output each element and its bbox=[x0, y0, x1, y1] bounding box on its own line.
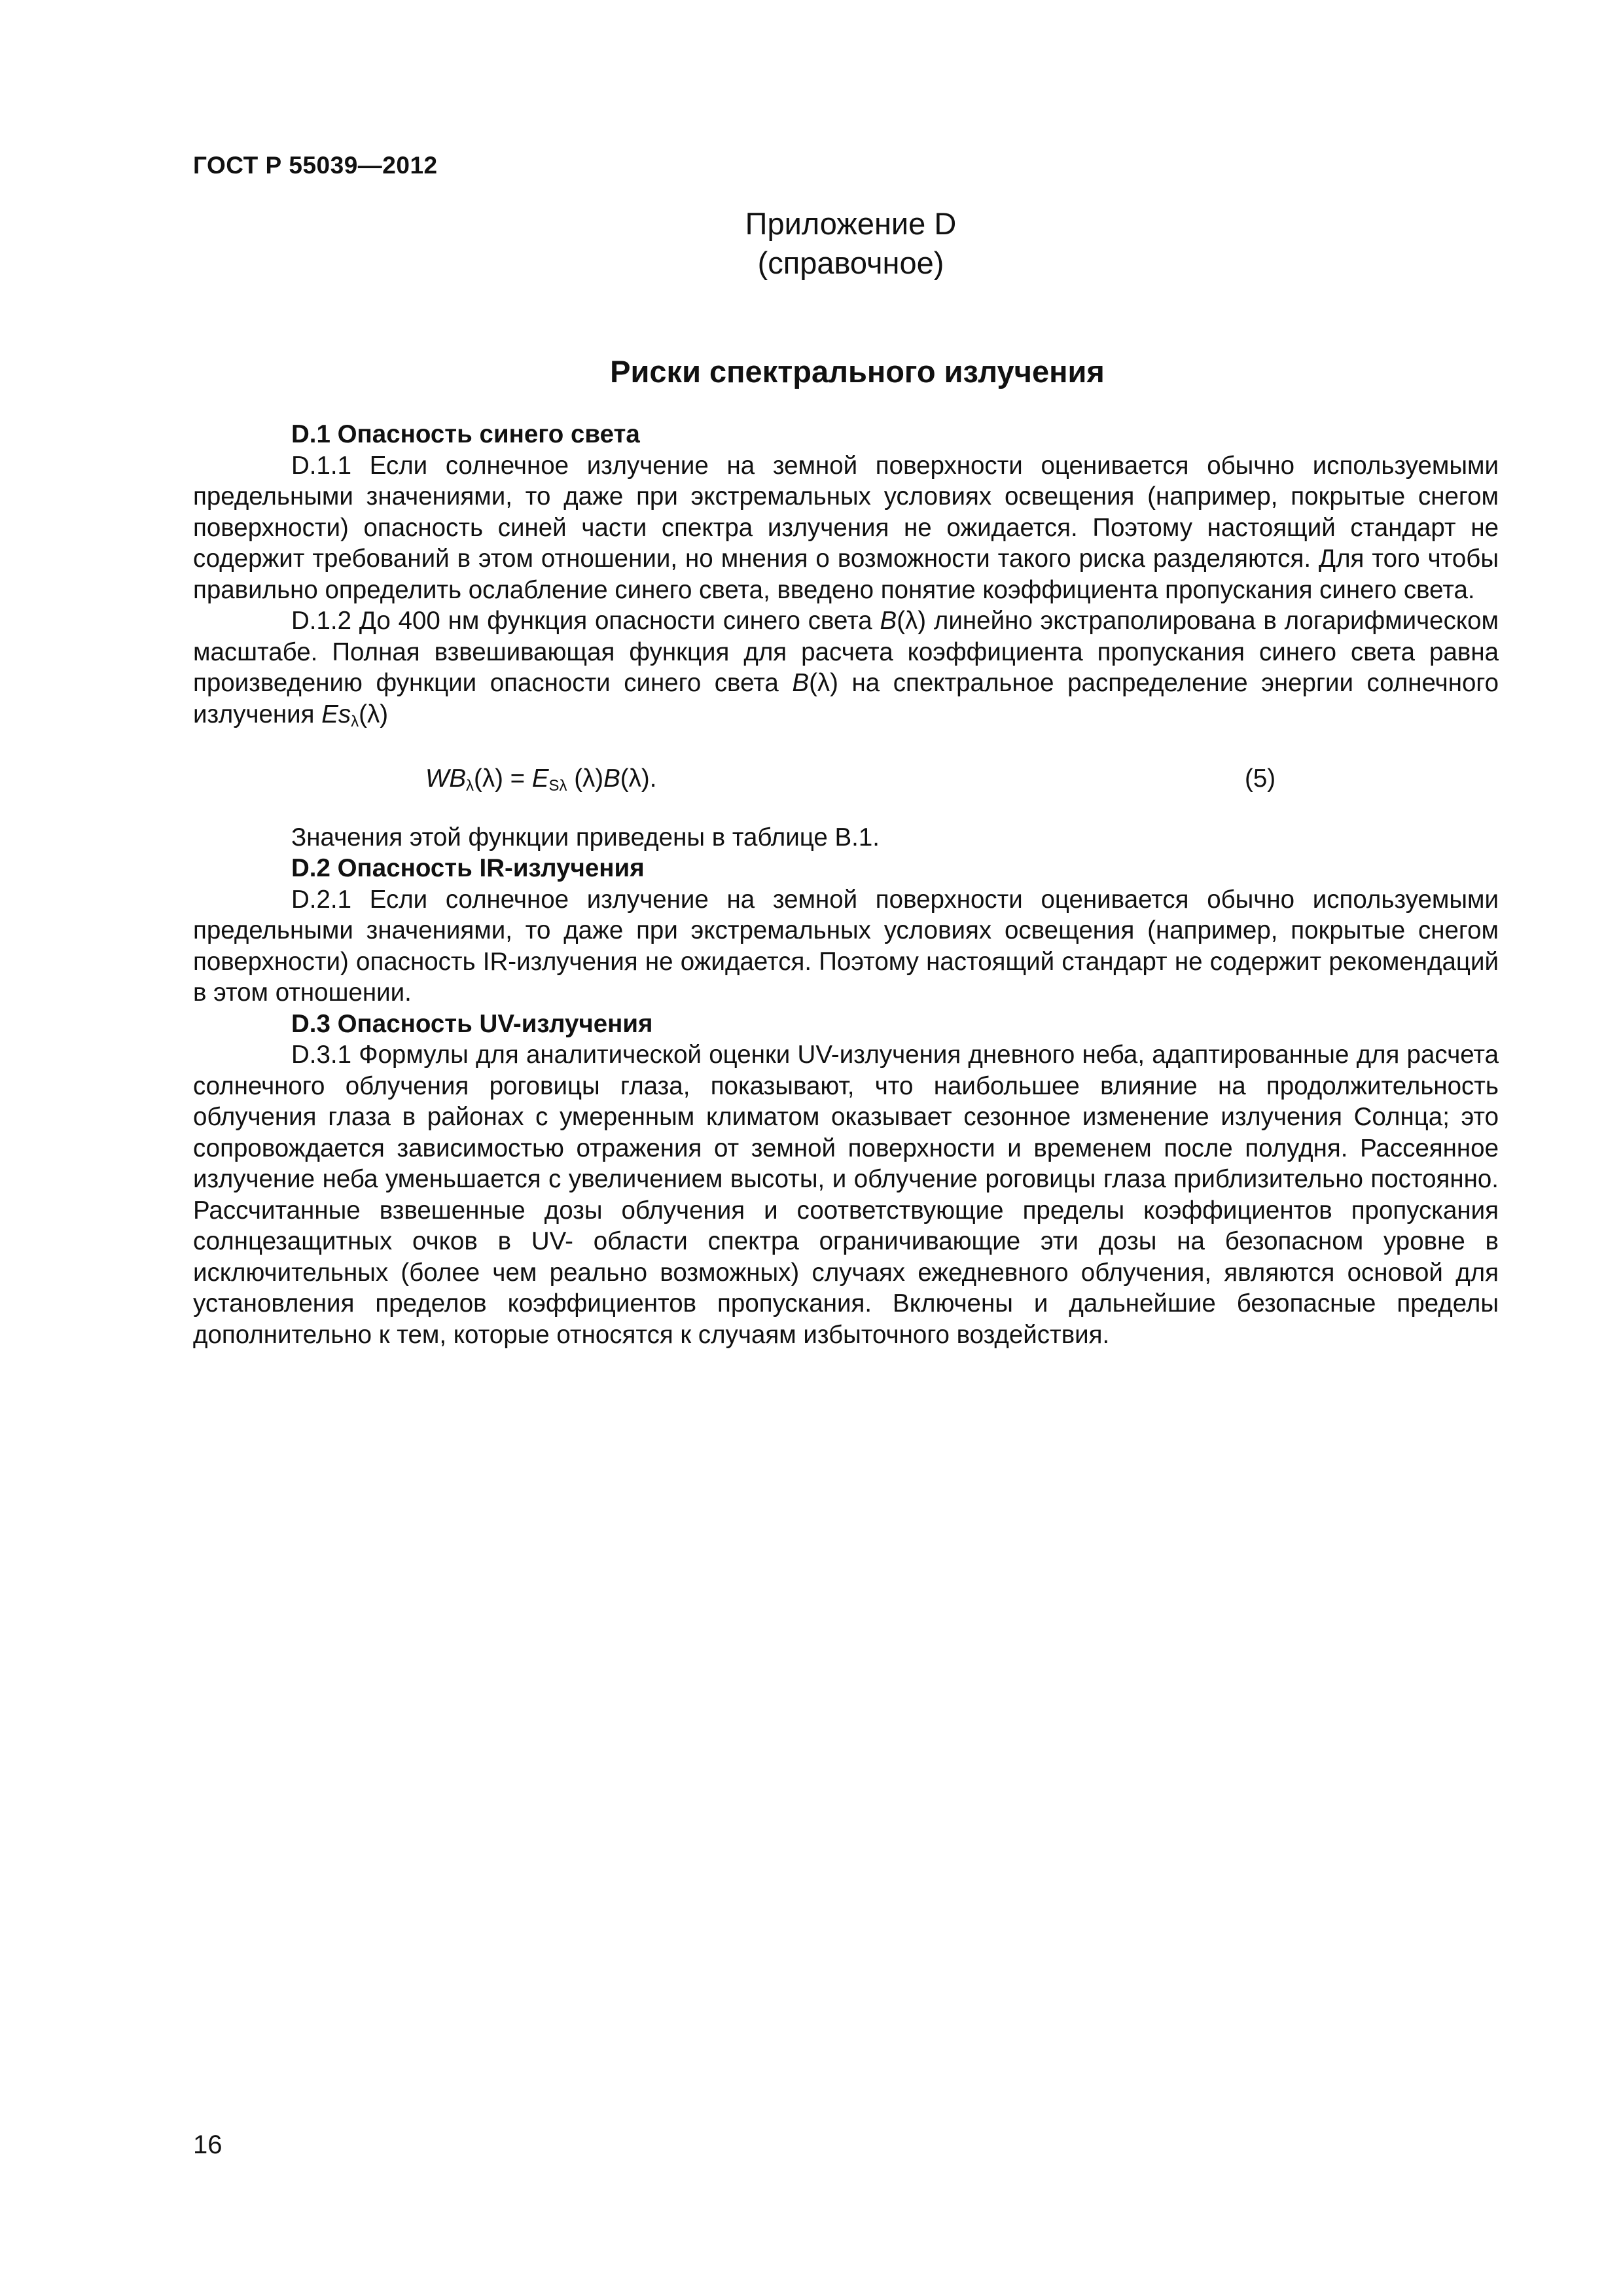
page-number: 16 bbox=[193, 2130, 223, 2159]
symbol-b-2: B bbox=[792, 669, 810, 697]
paragraph-d2-1: D.2.1 Если солнечное излучение на земной поверхности оценивается обычно используемыми предельными значениями, то даже при экстремальных условиях освещения (например, покрытые снегом поверхности) опасность IR-излучения не ожидается. Поэтому настоящий стандарт не содержит рекомендаций в этом отношении. bbox=[193, 885, 1499, 1007]
section-title: Риски спектрального излучения bbox=[610, 354, 1105, 389]
heading-d1: D.1 Опасность синего света bbox=[291, 420, 640, 448]
formula bbox=[425, 763, 656, 802]
formula-text-2: (λ) bbox=[567, 764, 604, 793]
paragraph-d1-2-text-2: (λ) линейно экстраполирована в логарифмическом масштабе. Полная взвешивающая функция для расчета коэффициента пропускания синего света равна произведению функции опасности синего света bbox=[193, 607, 1499, 697]
paragraph-d1-3: Значения этой функции приведены в таблице В.1. bbox=[291, 823, 880, 852]
formula-row bbox=[193, 763, 1499, 795]
appendix-type: (справочное) bbox=[757, 245, 944, 280]
formula-number: (5) bbox=[1245, 764, 1276, 793]
symbol-es: Es bbox=[321, 700, 351, 728]
formula-e: E bbox=[531, 764, 549, 793]
formula-text-1: (λ) = bbox=[474, 764, 532, 793]
heading-d3: D.3 Опасность UV-излучения bbox=[291, 1009, 653, 1038]
symbol-b-1: B bbox=[880, 607, 897, 635]
paragraph-d1-2-text-1: D.1.2 До 400 нм функция опасности синего света bbox=[291, 607, 880, 635]
paragraph-d3-1: D.3.1 Формулы для аналитической оценки UV-излучения дневного неба, адаптированные для расчета солнечного облучения роговицы глаза, показывают, что наибольшее влияние на продолжительность облучения глаза в районах с умеренным климатом оказывает сезонное изменение излучения Солнца; это сопровождается зависимостью отражения от земной поверхности и временем после полудня. Рассеянное излучение неба уменьшается с увеличением высоты, и облучение роговицы глаза приблизительно постоянно. Рассчитанные взвешенные дозы облучения и соответствующие пределы коэффициентов пропускания солнцезащитных очков в UV- области спектра ограничивающие эти дозы на безопасном уровне в исключительных (более чем реально возможных) случаях ежедневного облучения, являются основой для установления пределов коэффициентов пропускания. Включены и дальнейшие безопасные пределы дополнительно к тем, которые относятся к случаям избыточного воздействия. bbox=[193, 1041, 1499, 1349]
appendix-title bbox=[0, 204, 1623, 283]
heading-d2: D.2 Опасность IR-излучения bbox=[291, 854, 645, 882]
paragraph-d1-1: D.1.1 Если солнечное излучение на земной поверхности оценивается обычно используемыми предельными значениями, то даже при экстремальных условиях освещения (например, покрытые снегом поверхности) опасность синей части спектра излучения не ожидается. Поэтому настоящий стандарт не содержит требований в этом отношении, но мнения о возможности такого риска разделяются. Для того чтобы правильно определить ослабление синего света, введено понятие коэффициента пропускания синего света. bbox=[193, 451, 1499, 604]
symbol-es-subscript: λ bbox=[351, 712, 359, 730]
formula-e-subscript: Sλ bbox=[548, 777, 567, 795]
appendix-label: Приложение D bbox=[745, 206, 957, 241]
formula-wb-subscript: λ bbox=[466, 777, 474, 795]
paragraph-d1-2 bbox=[193, 605, 1499, 737]
paragraph-d1-2-text-4: (λ) bbox=[359, 700, 389, 728]
formula-wb: WB bbox=[425, 764, 467, 793]
paragraph-d1-2-text-3: (λ) на спектральное распределение энергии солнечного излучения bbox=[193, 669, 1499, 728]
body-text bbox=[193, 419, 1499, 1350]
formula-b: B bbox=[603, 764, 620, 793]
document-code: ГОСТ Р 55039—2012 bbox=[193, 152, 438, 179]
formula-text-3: (λ). bbox=[620, 764, 657, 793]
